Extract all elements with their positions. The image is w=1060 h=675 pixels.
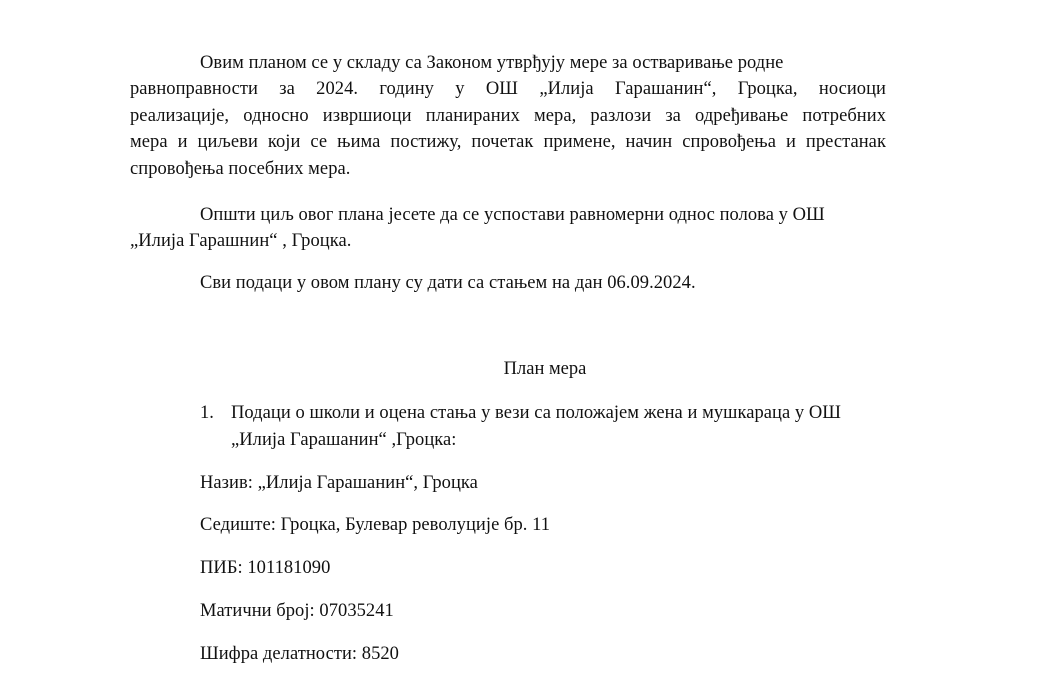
section-heading: План мера (503, 359, 587, 379)
school-activity-code: Шифра делатности: 8520 (200, 644, 399, 664)
school-name: Назив: „Илија Гарашанин“, Гроцка (200, 473, 478, 493)
school-registry-number: Матични број: 07035241 (200, 601, 394, 621)
paragraph-2-line-2: „Илија Гарашнин“ , Гроцка. (130, 231, 352, 251)
paragraph-1-line-2: равноправности за 2024. годину у ОШ „Илија Гарашанин“, Гроцка, носиоци (130, 79, 886, 99)
paragraph-3-line-1: Сви подаци у овом плану су дати са стањем на дан 06.09.2024. (200, 273, 696, 293)
paragraph-1-line-3: реализације, односно извршиоци планираних мера, разлози за одређивање потребних (130, 106, 886, 126)
paragraph-2-line-1: Општи циљ овог плана јесете да се успостави равномерни однос полова у ОШ (200, 205, 825, 225)
paragraph-1-line-5: спровођења посебних мера. (130, 159, 351, 179)
paragraph-1-line-4: мера и циљеви који се њима постижу, почетак примене, начин спровођења и престанак (130, 132, 886, 152)
school-seat: Седиште: Гроцка, Булевар револуције бр. 11 (200, 515, 551, 535)
list-item-number: 1. (200, 403, 214, 423)
list-item-1-line-2: „Илија Гарашанин“ ,Гроцка: (231, 430, 457, 450)
list-item-1-line-1: Подаци о школи и оцена стања у вези са положајем жена и мушкараца у ОШ (231, 403, 842, 423)
school-pib: ПИБ: 101181090 (200, 558, 331, 578)
paragraph-1-line-1: Овим планом се у складу са Законом утврђују мере за остваривање родне (200, 53, 784, 73)
